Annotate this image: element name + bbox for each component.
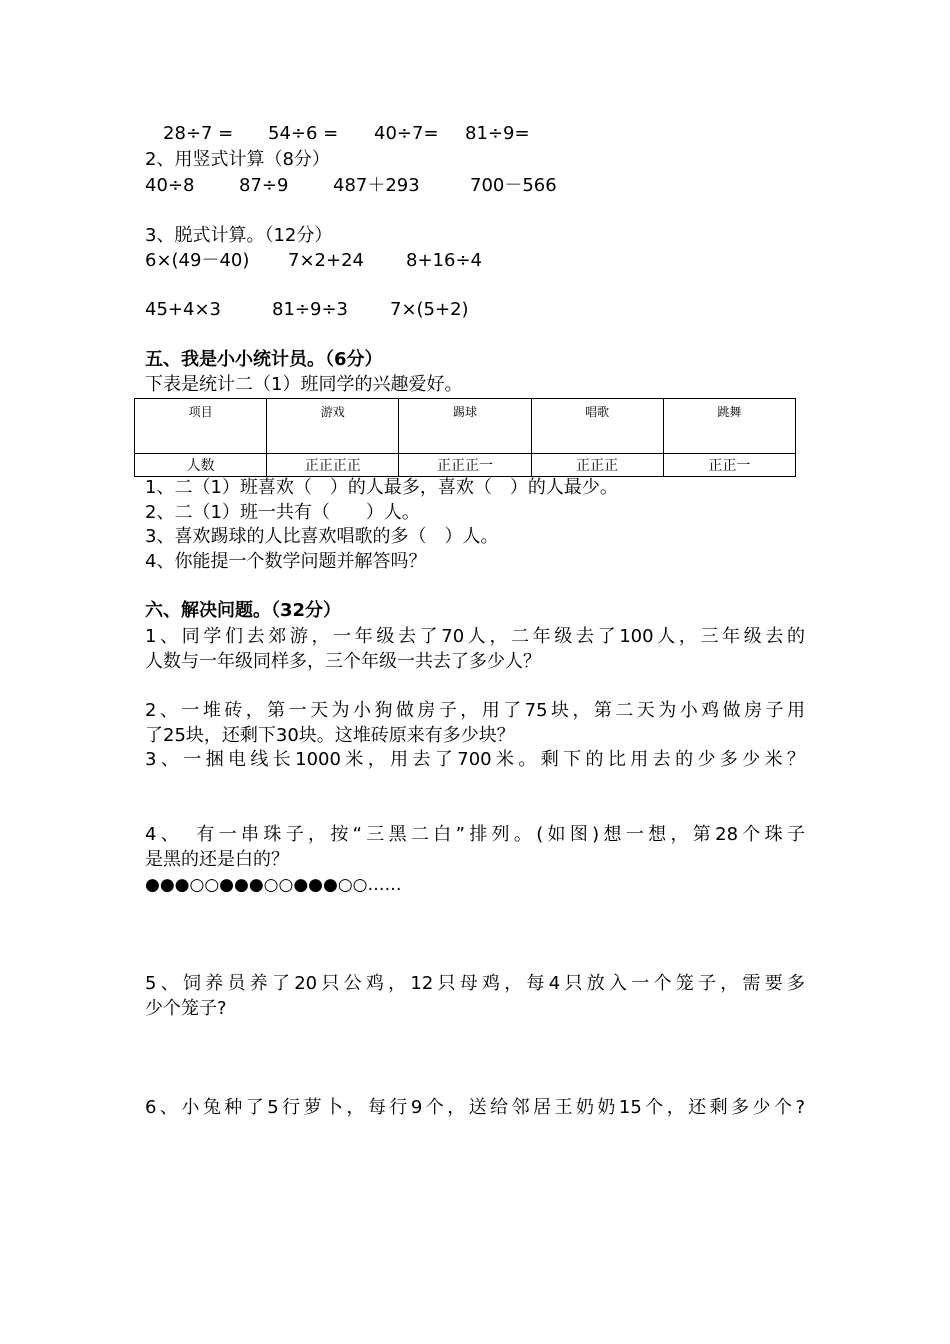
oral-row bbox=[163, 122, 530, 146]
table-cell: 正正正一 bbox=[399, 454, 531, 477]
stepwise-item: 6×(49－40) bbox=[145, 250, 250, 271]
stepwise-row-1 bbox=[145, 249, 482, 273]
table-header-cell: 跳舞 bbox=[663, 399, 795, 454]
stepwise-item: 45+4×3 bbox=[145, 299, 221, 320]
table-header-row bbox=[135, 399, 796, 454]
stepwise-item: 8+16÷4 bbox=[406, 250, 482, 271]
oral-item: 40÷7= bbox=[374, 123, 439, 144]
table-header-cell: 唱歌 bbox=[531, 399, 663, 454]
problem-6: 6、小兔种了5行萝卜，每行9个，送给邻居王奶奶15个，还剩多少个? bbox=[145, 1097, 805, 1118]
section5-question-4: 4、你能提一个数学问题并解答吗？ bbox=[145, 551, 427, 572]
table-cell: 人数 bbox=[135, 454, 267, 477]
table-cell: 正正正 bbox=[531, 454, 663, 477]
section5-question-3: 3、喜欢踢球的人比喜欢唱歌的多（ ）人。 bbox=[145, 526, 499, 547]
section5-question-1: 1、二（1）班喜欢（ ）的人最多，喜欢（ ）的人最少。 bbox=[145, 477, 618, 498]
problem-5-line-1: 5、饲养员养了20只公鸡，12只母鸡，每4只放入一个笼子，需要多 bbox=[145, 973, 805, 994]
stepwise-item: 7×2+24 bbox=[288, 250, 364, 271]
oral-item: 54÷6 = bbox=[268, 123, 339, 144]
bead-sequence: ●●●○○●●●○○●●●○○…… bbox=[145, 875, 402, 895]
vertical-item: 700－566 bbox=[470, 175, 557, 196]
problem-2-line-2: 了25块，还剩下30块。这堆砖原来有多少块？ bbox=[145, 725, 515, 746]
vertical-item: 87÷9 bbox=[239, 175, 289, 196]
section5-title: 五、我是小小统计员。（6分） bbox=[145, 349, 383, 370]
problem-4-line-1: 4、 有一串珠子，按“三黑二白”排列。(如图)想一想，第28个珠子 bbox=[145, 824, 805, 845]
section5-intro: 下表是统计二（1）班同学的兴趣爱好。 bbox=[145, 374, 463, 395]
section6-title: 六、解决问题。（32分） bbox=[145, 600, 342, 621]
problem-5-line-2: 少个笼子? bbox=[145, 998, 227, 1019]
hobby-table bbox=[134, 398, 796, 477]
problem-1-line-2: 人数与一年级同样多，三个年级一共去了多少人？ bbox=[145, 651, 541, 672]
table-cell: 正正正正 bbox=[267, 454, 399, 477]
table-row bbox=[135, 454, 796, 477]
oral-item: 28÷7 = bbox=[163, 123, 234, 144]
vertical-item: 40÷8 bbox=[145, 175, 195, 196]
problem-3: 3、一捆电线长1000米，用去了700米。剩下的比用去的少多少米？ bbox=[145, 749, 805, 770]
table-header-cell: 游戏 bbox=[267, 399, 399, 454]
vertical-title: 2、用竖式计算（8分） bbox=[145, 149, 330, 170]
stepwise-row-2 bbox=[145, 298, 469, 322]
vertical-row bbox=[145, 174, 557, 198]
table-cell: 正正一 bbox=[663, 454, 795, 477]
section5-question-2: 2、二（1）班一共有（ ）人。 bbox=[145, 502, 420, 523]
vertical-item: 487＋293 bbox=[333, 175, 420, 196]
stepwise-item: 7×(5+2) bbox=[390, 299, 469, 320]
problem-1-line-1: 1、同学们去郊游，一年级去了70人，二年级去了100人，三年级去的 bbox=[145, 626, 805, 647]
table-header-cell: 踢球 bbox=[399, 399, 531, 454]
problem-4-line-2: 是黑的还是白的？ bbox=[145, 849, 289, 870]
problem-2-line-1: 2、一堆砖，第一天为小狗做房子，用了75块，第二天为小鸡做房子用 bbox=[145, 700, 805, 721]
stepwise-title: 3、脱式计算。（12分） bbox=[145, 225, 333, 246]
oral-item: 81÷9= bbox=[465, 123, 530, 144]
table-header-cell: 项目 bbox=[135, 399, 267, 454]
stepwise-item: 81÷9÷3 bbox=[272, 299, 348, 320]
